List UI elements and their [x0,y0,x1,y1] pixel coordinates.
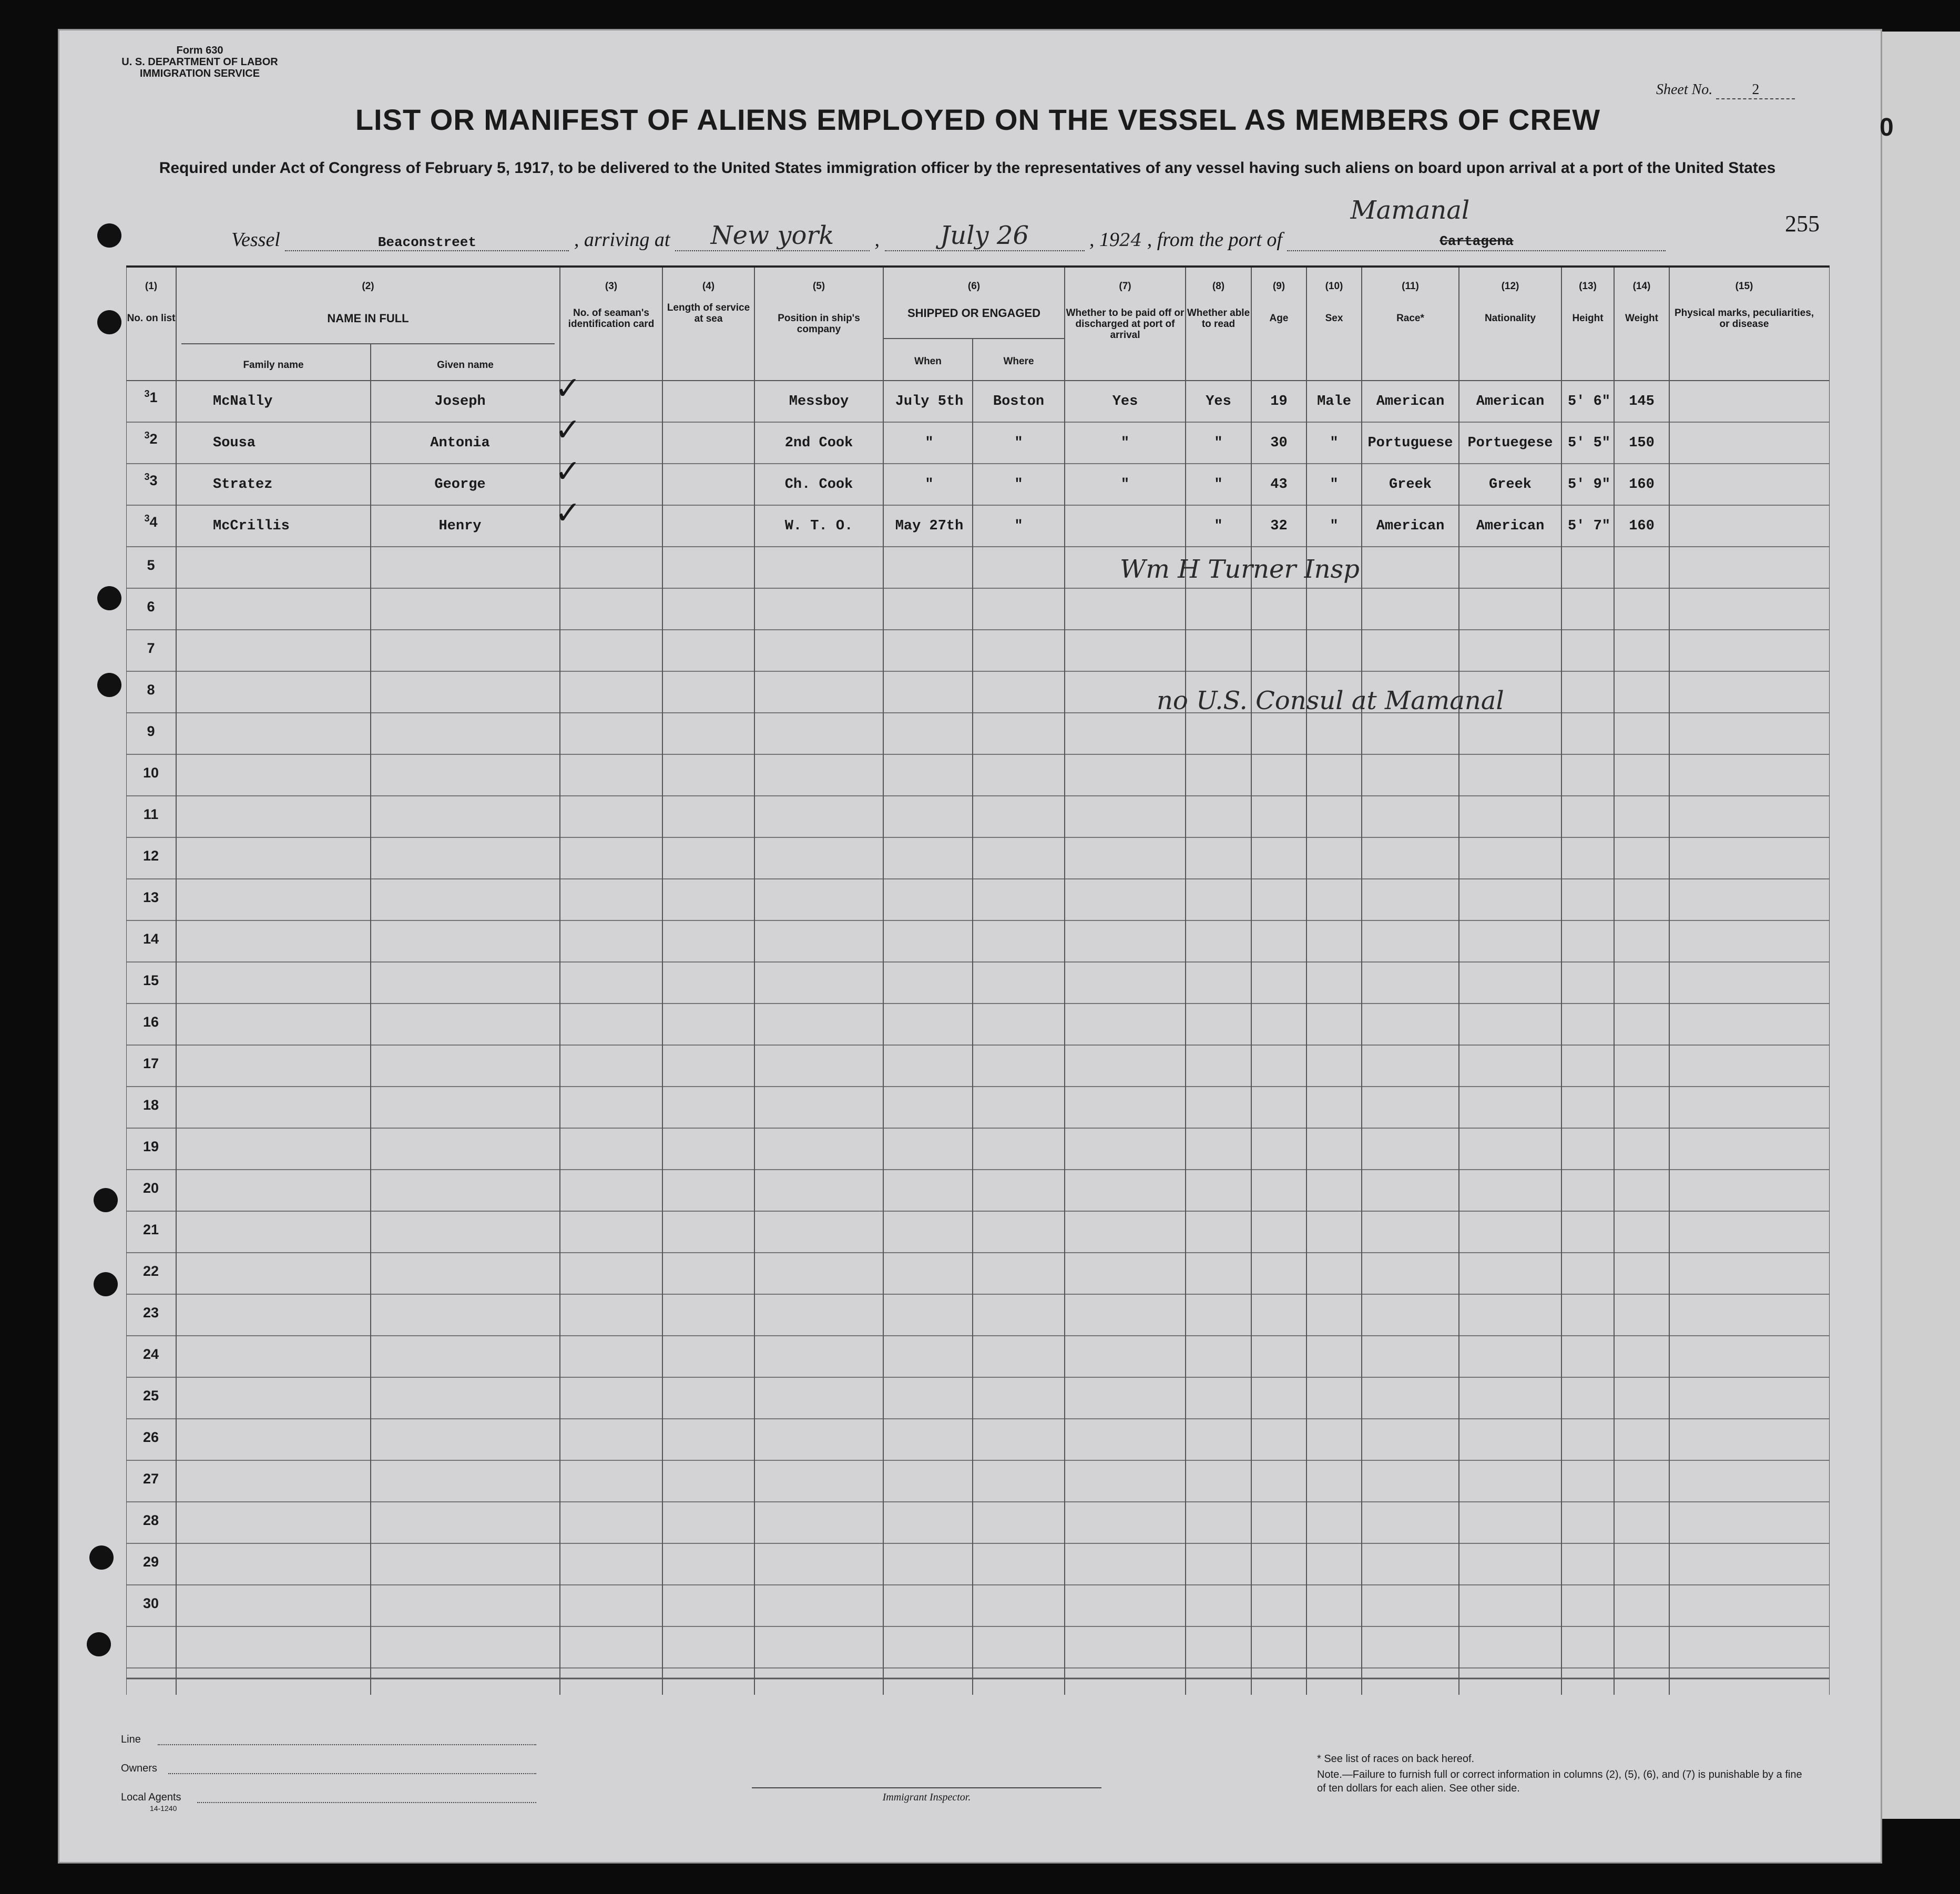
arriving-port: New york [675,221,870,251]
from-port-handwritten: Mamanal [1350,196,1470,225]
col-13-header: (13) Height [1572,281,1604,324]
consul-note: no U.S. Consul at Mamanal [1157,686,1504,715]
row-number: 29 [142,1554,159,1570]
binder-hole [94,1188,118,1212]
col-7-header: (7) Whether to be paid off or discharged at port of arrival [1066,281,1185,341]
cell-shipped-where: " [1014,518,1023,534]
row-number [132,513,169,530]
vessel-label: Vessel [231,229,280,251]
row-number-prefix: 3 [144,430,150,441]
check-mark-icon: ✓ [555,412,581,448]
row-number: 7 [147,640,155,656]
check-mark-icon: ✓ [555,370,581,407]
row-number [132,430,169,447]
binder-hole [97,673,121,697]
row-number: 27 [142,1471,159,1487]
row-number: 12 [142,848,159,864]
cell-age: 30 [1270,435,1288,451]
cell-position: W. T. O. [784,518,853,534]
col-8-header: (8) Whether able to read [1187,281,1250,330]
arriving-label: , arriving at [574,229,670,251]
col-9-header: (9) Age [1269,281,1289,324]
cell-able-to-read: " [1214,435,1223,451]
from-port-struck: Cartagena [1440,233,1514,249]
cell-paid-off: " [1120,477,1130,493]
cell-age: 32 [1270,518,1288,534]
binder-hole [89,1545,114,1570]
cell-race: Portuguese [1367,435,1453,451]
department-name: U. S. DEPARTMENT OF LABOR [121,56,278,68]
binder-hole [94,1272,118,1296]
inspector-signature-line [752,1787,1101,1788]
row-number: 10 [142,765,159,781]
cell-sex: Male [1317,394,1351,409]
owners-field [168,1773,536,1774]
form-identifier [79,45,321,79]
corner-number: 0 [1880,114,1894,141]
sheet-label: Sheet No. [1656,81,1713,98]
cell-nationality: American [1476,394,1545,409]
cell-height: 5' 5" [1567,435,1610,451]
manifest-table [126,265,1830,1695]
cell-weight: 145 [1629,394,1655,409]
row-number-digit: 4 [149,514,158,530]
row-number [132,472,169,489]
cell-able-to-read: " [1214,477,1223,493]
col-1-header: (1) No. on list [127,281,176,324]
binder-hole [97,223,121,248]
inspector-label: Immigrant Inspector. [882,1791,971,1803]
agents-field [197,1802,536,1803]
cell-age: 19 [1270,394,1288,409]
check-mark-icon: ✓ [555,495,581,531]
col-15-header: (15) Physical marks, peculiarities, or disease [1674,281,1814,330]
cell-sex: " [1330,435,1339,451]
row-number: 14 [142,931,159,947]
row-number: 19 [142,1139,159,1154]
row-number-digit: 2 [149,431,158,447]
races-note: * See list of races on back hereof. [1317,1753,1475,1765]
line-field [158,1744,536,1745]
arrival-date: July 26 [885,221,1085,251]
cell-shipped-when: " [925,477,934,493]
row-number: 11 [143,806,159,822]
year-prefix: , 19 [1089,229,1119,251]
year-suffix: 24 [1119,230,1142,251]
form-number: Form 630 [176,45,223,56]
col-2-family-header: Family name [243,360,304,371]
binder-hole [97,310,121,334]
col-11-header: (11) Race* [1396,281,1424,324]
row-number: 9 [147,723,155,739]
row-number: 24 [142,1346,159,1362]
from-label: , from the port of [1147,229,1282,251]
agents-label: Local Agents [121,1791,181,1803]
row-number-prefix: 3 [144,472,150,482]
row-number-digit: 1 [149,390,158,405]
row-number: 20 [142,1180,159,1196]
col-6-when-header: When [914,356,942,367]
col-2-header: (2) NAME IN FULL [327,281,409,325]
cell-race: American [1376,394,1445,409]
cell-sex: " [1330,477,1339,493]
cell-given-name: Henry [438,518,482,534]
row-number-prefix: 3 [144,513,150,524]
page-number: 255 [1785,211,1820,237]
row-number-digit: 3 [149,473,158,488]
cell-shipped-where: " [1014,435,1023,451]
row-number: 5 [147,557,155,573]
cell-sex: " [1330,518,1339,534]
row-number: 6 [147,599,155,615]
form-code: 14-1240 [150,1804,177,1813]
cell-nationality: Portuegese [1467,435,1553,451]
sheet-number [1656,81,1795,99]
cell-able-to-read: Yes [1206,394,1231,409]
col-6-header: (6) SHIPPED OR ENGAGED [907,281,1041,320]
penalty-note: Note.—Failure to furnish full or correct information in columns (2), (5), (6), and (7) is punishable by a fine of ten dollars for each alien. See other side. [1317,1769,1802,1794]
row-number: 8 [147,682,155,698]
cell-shipped-where: Boston [993,394,1045,409]
col-10-header: (10) Sex [1325,281,1343,324]
line-label: Line [121,1734,141,1745]
cell-family-name: Stratez [213,477,273,493]
cell-nationality: Greek [1488,477,1532,493]
row-number: 22 [142,1263,159,1279]
binder-hole [87,1632,111,1656]
vessel-line: Vessel Beaconstreet , arriving at New york , July 26 , 1924 , from the port of Mamanal Cartagena [231,221,1666,251]
row-number: 17 [142,1056,159,1071]
cell-age: 43 [1270,477,1288,493]
cell-family-name: Sousa [213,435,256,451]
cell-position: Ch. Cook [784,477,853,493]
row-number [132,388,169,406]
vessel-name: Beaconstreet [285,234,569,251]
page-title: LIST OR MANIFEST OF ALIENS EMPLOYED ON THE VESSEL AS MEMBERS OF CREW [355,103,1601,136]
cell-weight: 150 [1629,435,1655,451]
from-port-field [1287,196,1666,251]
row-number: 23 [142,1305,159,1320]
cell-height: 5' 9" [1567,477,1610,493]
col-12-header: (12) Nationality [1484,281,1536,324]
cell-weight: 160 [1629,477,1655,493]
cell-race: Greek [1389,477,1432,493]
col-6-where-header: Where [1003,356,1034,367]
cell-height: 5' 6" [1567,394,1610,409]
cell-position: 2nd Cook [784,435,853,451]
col-3-header: (3) No. of seaman's identification card [568,281,655,330]
cell-position: Messboy [789,394,849,409]
cell-family-name: McCrillis [213,518,290,534]
cell-able-to-read: " [1214,518,1223,534]
page-subtitle: Required under Act of Congress of February 5, 1917, to be delivered to the United States immigration officer by the representatives of any vessel having such aliens on board upon arrival at a port of the United States [159,159,1776,177]
cell-given-name: George [434,477,486,493]
cell-nationality: American [1476,518,1545,534]
cell-given-name: Antonia [430,435,490,451]
cell-given-name: Joseph [434,394,486,409]
col-2-given-header: Given name [437,360,494,371]
cell-family-name: McNally [213,394,273,409]
col-14-header: (14) Weight [1625,281,1658,324]
cell-shipped-when: May 27th [895,518,964,534]
row-number: 15 [142,972,159,988]
sheet-value: 2 [1716,81,1795,99]
inspector-signature: Wm H Turner Insp [1120,555,1360,584]
row-number: 25 [142,1388,159,1404]
col-4-header: (4) Length of service at sea [667,281,750,324]
cell-shipped-where: " [1014,477,1023,493]
service-name: IMMIGRATION SERVICE [139,68,260,79]
row-number: 30 [142,1595,159,1611]
cell-paid-off: " [1120,435,1130,451]
check-mark-icon: ✓ [555,453,581,490]
row-number-prefix: 3 [144,388,150,399]
cell-weight: 160 [1629,518,1655,534]
cell-shipped-when: " [925,435,934,451]
row-number: 28 [142,1512,159,1528]
row-number: 18 [142,1097,159,1113]
col-5-header: (5) Position in ship's company [778,281,860,335]
row-number: 21 [142,1222,159,1237]
cell-shipped-when: July 5th [895,394,964,409]
row-number: 16 [142,1014,159,1030]
row-number: 13 [142,889,159,905]
cell-paid-off: Yes [1112,394,1138,409]
cell-height: 5' 7" [1567,518,1610,534]
row-number: 26 [142,1429,159,1445]
cell-race: American [1376,518,1445,534]
owners-label: Owners [121,1763,157,1774]
binder-hole [97,586,121,610]
